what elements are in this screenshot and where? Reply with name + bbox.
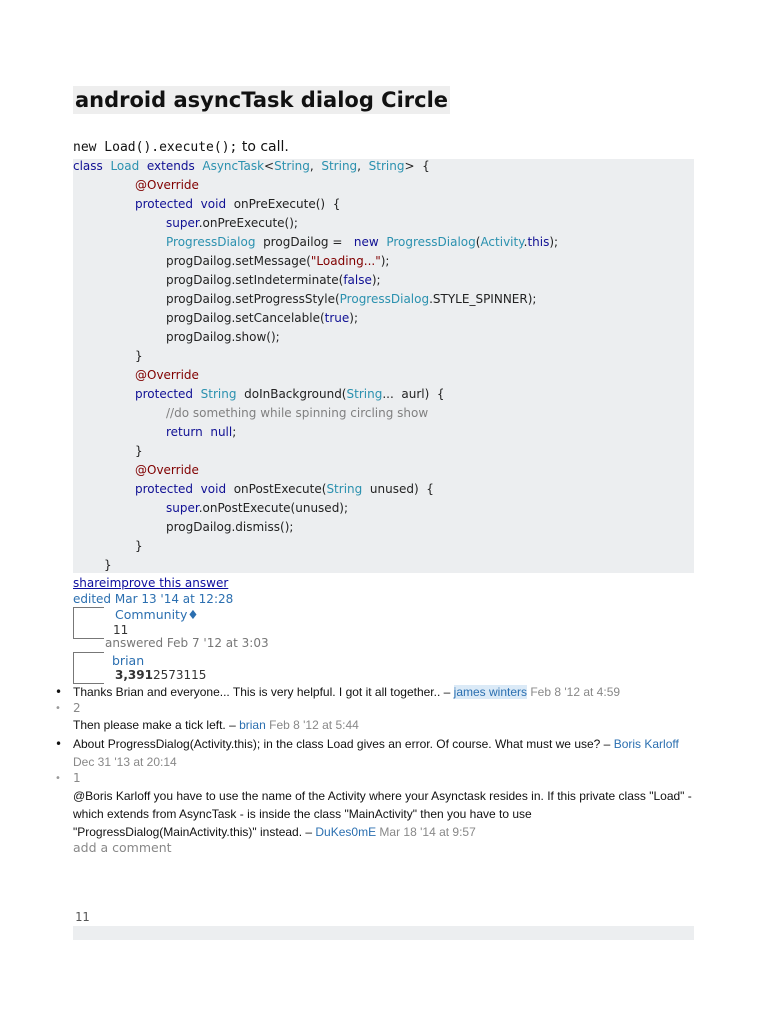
comment-user-link[interactable]: brian — [239, 718, 266, 732]
intro-suffix: to call. — [237, 139, 289, 155]
code-line — [166, 290, 536, 309]
author-name[interactable]: brian — [112, 653, 145, 668]
code-token: String — [326, 482, 363, 496]
code-token: protected — [135, 197, 194, 211]
next-answer-vote-count: 11 — [75, 910, 90, 924]
code-line — [166, 499, 348, 518]
answered-info: answered Feb 7 '12 at 3:03 — [105, 636, 269, 650]
comment-text: @Boris Karloff you have to use the name of the Activity where your Asynctask resides in. If this private class "Load" - which extends from AsyncTask - is inside the class "MainActivity" then you have to use "ProgressDialog(MainActivity.this)" instead. – — [73, 789, 692, 839]
comment — [73, 787, 703, 841]
code-token: < — [264, 159, 275, 173]
comment-text: Thanks Brian and everyone... This is very helpful. I got it all together.. – — [73, 685, 454, 699]
code-token: } — [135, 444, 143, 458]
next-answer-code-block — [73, 926, 694, 940]
code-token: String — [200, 387, 237, 401]
code-token: protected — [135, 482, 194, 496]
page-title: android asyncTask dialog Circle — [75, 88, 449, 112]
code-token: ProgressDialog — [166, 235, 256, 249]
comment-user-link[interactable]: Boris Karloff — [613, 737, 679, 751]
code-token: unused) { — [362, 482, 434, 496]
code-token: ... aurl) { — [382, 387, 445, 401]
code-token: .STYLE_SPINNER); — [429, 292, 537, 306]
code-token: } — [104, 558, 112, 572]
code-token: ); — [380, 254, 390, 268]
code-token: doInBackground( — [236, 387, 347, 401]
bullet-icon: • — [55, 703, 61, 714]
code-token — [193, 482, 201, 496]
code-block — [73, 159, 694, 573]
code-token: void — [200, 482, 227, 496]
code-token: onPostExecute( — [226, 482, 327, 496]
code-token: null — [210, 425, 233, 439]
code-token: void — [200, 197, 227, 211]
code-line — [135, 442, 143, 461]
code-token: progDailog.setIndeterminate( — [166, 273, 344, 287]
edited-label: edited — [73, 592, 112, 606]
code-token: progDailog.dismiss(); — [166, 520, 294, 534]
code-token: false — [343, 273, 372, 287]
bullet-icon: • — [55, 737, 63, 751]
code-token: progDailog.setMessage( — [166, 254, 311, 268]
comment-date[interactable]: Feb 8 '12 at 4:59 — [527, 685, 621, 699]
code-token: ProgressDialog — [339, 292, 430, 306]
code-token: > { — [404, 159, 430, 173]
code-line — [135, 176, 199, 195]
editor-avatar[interactable] — [73, 607, 104, 639]
author-rep-score: 3,391 — [115, 668, 153, 682]
code-token: @Override — [135, 463, 199, 477]
comment-text: About ProgressDialog(Activity.this); in the class Load gives an error. Of course. What must we use? – — [73, 737, 614, 751]
code-token — [193, 387, 201, 401]
code-token: new — [353, 235, 379, 249]
edited-link[interactable] — [73, 592, 233, 606]
edited-info — [73, 592, 233, 607]
code-token: extends — [146, 159, 195, 173]
editor-rep: 11 — [113, 623, 129, 637]
code-token: Load — [110, 159, 140, 173]
code-line — [135, 366, 199, 385]
code-token: this — [527, 235, 550, 249]
code-token: String — [346, 387, 383, 401]
comment-user-link[interactable]: DuKes0mE — [315, 825, 377, 839]
code-token: , — [357, 159, 369, 173]
code-token: } — [135, 349, 143, 363]
code-token: progDailog = — [255, 235, 354, 249]
code-token — [139, 159, 147, 173]
code-token: "Loading..." — [310, 254, 381, 268]
code-token: .onPostExecute(unused); — [198, 501, 349, 515]
code-token: progDailog.setCancelable( — [166, 311, 325, 325]
code-token: String — [321, 159, 358, 173]
code-line — [166, 214, 298, 233]
code-token: } — [135, 539, 143, 553]
author-rep — [115, 668, 206, 683]
code-line — [73, 157, 430, 176]
code-token: super — [166, 216, 199, 230]
code-token: super — [166, 501, 199, 515]
add-comment-link[interactable]: add a comment — [73, 840, 172, 855]
code-token: return — [166, 425, 203, 439]
code-line — [166, 309, 358, 328]
code-token: ); — [371, 273, 381, 287]
intro-code: new Load().execute(); — [73, 140, 238, 155]
comment-score: 2 — [73, 701, 81, 715]
code-token: ProgressDialog — [386, 235, 476, 249]
code-token — [193, 197, 201, 211]
code-token: onPreExecute() { — [226, 197, 341, 211]
share-improve-link[interactable]: shareimprove this answer — [73, 576, 229, 590]
code-line — [166, 423, 236, 442]
code-token: true — [324, 311, 350, 325]
code-line — [135, 461, 199, 480]
code-line — [135, 480, 434, 499]
code-line — [166, 233, 558, 252]
code-line — [135, 385, 445, 404]
code-token: @Override — [135, 178, 199, 192]
code-line — [166, 252, 389, 271]
code-token: class — [73, 159, 103, 173]
code-token: ); — [349, 311, 359, 325]
comment — [73, 735, 703, 771]
code-token: protected — [135, 387, 194, 401]
comment — [73, 716, 703, 734]
code-token: ( — [475, 235, 481, 249]
bullet-icon: • — [55, 773, 61, 784]
comment-text: Then please make a tick left. – — [73, 718, 240, 732]
code-token: . — [523, 235, 528, 249]
comment-score: 1 — [73, 771, 81, 785]
code-token: ); — [549, 235, 559, 249]
editor-name-link[interactable]: Community — [115, 607, 188, 622]
comment — [73, 683, 703, 701]
code-line — [166, 271, 381, 290]
comment-date[interactable]: Dec 31 '13 at 20:14 — [73, 755, 177, 769]
code-token: String — [274, 159, 310, 173]
comment-date[interactable]: Mar 18 '14 at 9:57 — [376, 825, 476, 839]
moderator-diamond-icon: ♦ — [187, 607, 199, 622]
bullet-icon: • — [55, 685, 63, 699]
code-token: .onPreExecute(); — [198, 216, 298, 230]
author-avatar[interactable] — [73, 652, 104, 684]
code-line — [135, 195, 340, 214]
author-badges: 2573115 — [152, 668, 207, 682]
code-line — [166, 518, 293, 537]
code-token: , — [309, 159, 322, 173]
code-token: progDailog.show(); — [166, 330, 280, 344]
edited-date: Mar 13 '14 at 12:28 — [114, 592, 234, 606]
code-line — [135, 537, 143, 556]
code-line — [104, 556, 112, 575]
code-token: //do something while spinning circling show — [166, 406, 429, 420]
code-token: @Override — [135, 368, 199, 382]
editor-name[interactable] — [115, 607, 199, 622]
code-token: Activity — [480, 235, 524, 249]
code-token: progDailog.setProgressStyle( — [166, 292, 340, 306]
comment-date[interactable]: Feb 8 '12 at 5:44 — [265, 718, 359, 732]
code-line — [166, 404, 428, 423]
intro-text — [73, 138, 289, 157]
code-line — [166, 328, 280, 347]
code-token: ; — [232, 425, 237, 439]
comment-user-link[interactable]: james winters — [453, 685, 528, 699]
code-token: String — [368, 159, 405, 173]
code-line — [135, 347, 143, 366]
code-token: AsyncTask — [202, 159, 265, 173]
